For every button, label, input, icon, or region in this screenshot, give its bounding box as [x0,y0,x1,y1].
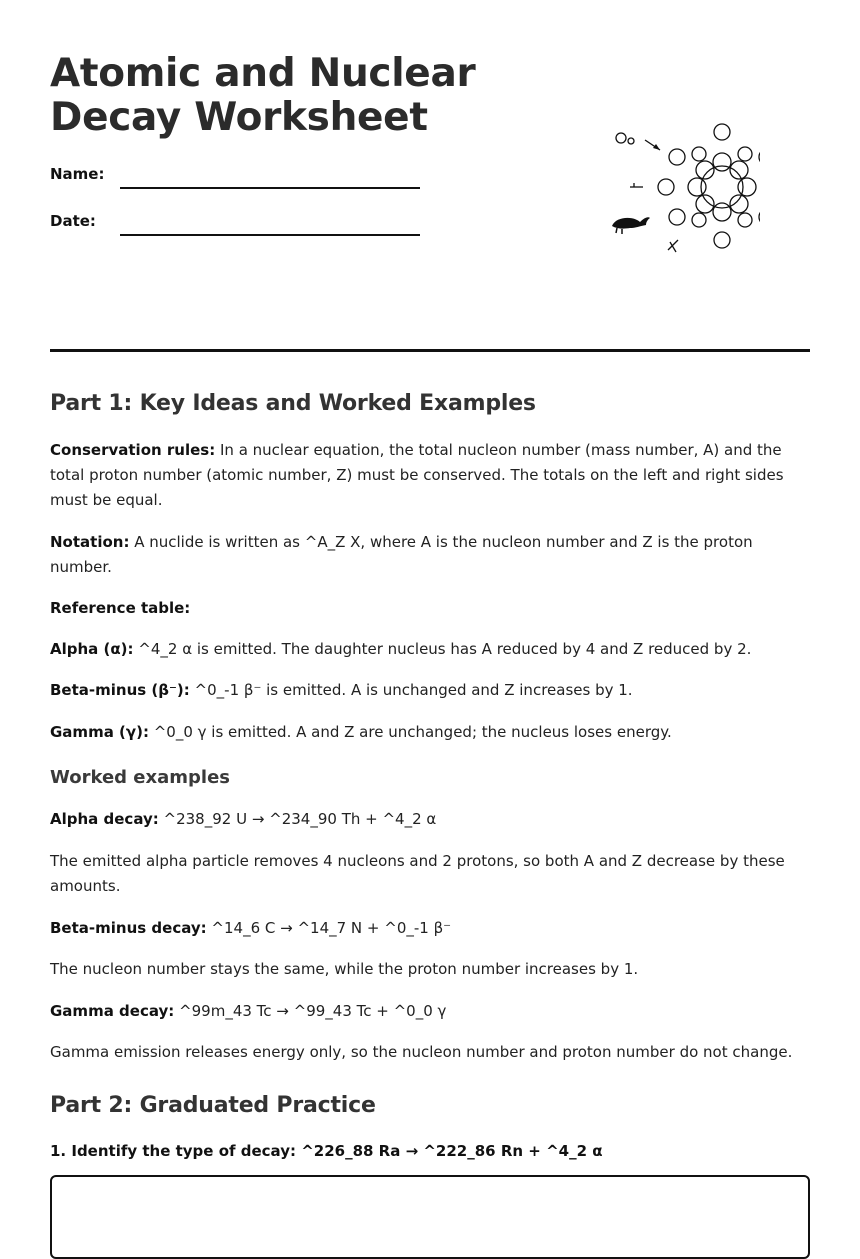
example-gamma-label: Gamma decay: [50,1002,175,1020]
alpha-label: Alpha (α): [50,640,134,658]
part1-heading: Part 1: Key Ideas and Worked Examples [50,391,536,416]
notation-text: A nuclide is written as ^A_Z X, where A is the nucleon number and Z is the proton number. [50,533,753,576]
gamma-text: ^0_0 γ is emitted. A and Z are unchanged; the nucleus loses energy. [148,723,672,741]
reference-table-label: Reference table: [50,599,191,617]
date-line[interactable] [120,234,420,236]
worksheet-page [50,0,810,1160]
page-title [50,52,475,140]
reference-table-label-paragraph [50,596,810,621]
name-line[interactable] [120,187,420,189]
beta-label: Beta-minus (β⁻): [50,681,190,699]
example-gamma-note: Gamma emission releases energy only, so the nucleon number and proton number do not change. [50,1043,793,1061]
part2-heading: Part 2: Graduated Practice [50,1093,376,1118]
date-field[interactable] [50,211,430,235]
example-alpha-label: Alpha decay: [50,810,159,828]
conservation-rules-label: Conservation rules: [50,441,216,459]
beta-paragraph [50,678,810,703]
notation-label: Notation: [50,533,130,551]
beta-text: ^0_-1 β⁻ is emitted. A is unchanged and Z increases by 1. [189,681,633,699]
conservation-rules-text: In a nuclear equation, the total nucleon number (mass number, A) and the total proton number (atomic number, Z) must be conserved. The totals on the left and right sides must be equal. [50,441,784,509]
example-gamma-eq: ^99m_43 Tc → ^99_43 Tc + ^0_0 γ [174,1002,447,1020]
example-alpha-equation [50,807,810,832]
example-beta-note: The nucleon number stays the same, while the proton number increases by 1. [50,960,639,978]
alpha-paragraph [50,637,810,662]
worksheet-header [50,0,810,352]
worked-examples-heading: Worked examples [50,767,230,788]
example-beta-eq: ^14_6 C → ^14_7 N + ^0_-1 β⁻ [206,919,452,937]
example-alpha-note: The emitted alpha particle removes 4 nucleons and 2 protons, so both A and Z decrease by these amounts. [50,852,785,895]
example-beta-equation [50,916,810,941]
question-1 [50,1139,810,1164]
title-line-1: Atomic and Nuclear [50,51,476,96]
question-1-text: 1. Identify the type of decay: ^226_88 Ra → ^222_86 Rn + ^4_2 α [50,1142,603,1160]
example-beta-label: Beta-minus decay: [50,919,207,937]
example-gamma-equation [50,999,810,1024]
name-label: Name: [50,165,105,183]
conservation-rules-paragraph [50,438,810,513]
name-field[interactable] [50,164,430,188]
notation-paragraph [50,530,810,580]
question-1-answer-box[interactable] [50,1175,810,1259]
gamma-paragraph [50,720,810,745]
atom-decay-illustration-icon [560,92,760,262]
example-alpha-eq: ^238_92 U → ^234_90 Th + ^4_2 α [158,810,437,828]
date-label: Date: [50,212,96,230]
worksheet-content [50,388,810,1259]
alpha-text: ^4_2 α is emitted. The daughter nucleus has A reduced by 4 and Z reduced by 2. [133,640,752,658]
title-line-2: Decay Worksheet [50,95,428,140]
header-divider [50,349,810,352]
gamma-label: Gamma (γ): [50,723,149,741]
